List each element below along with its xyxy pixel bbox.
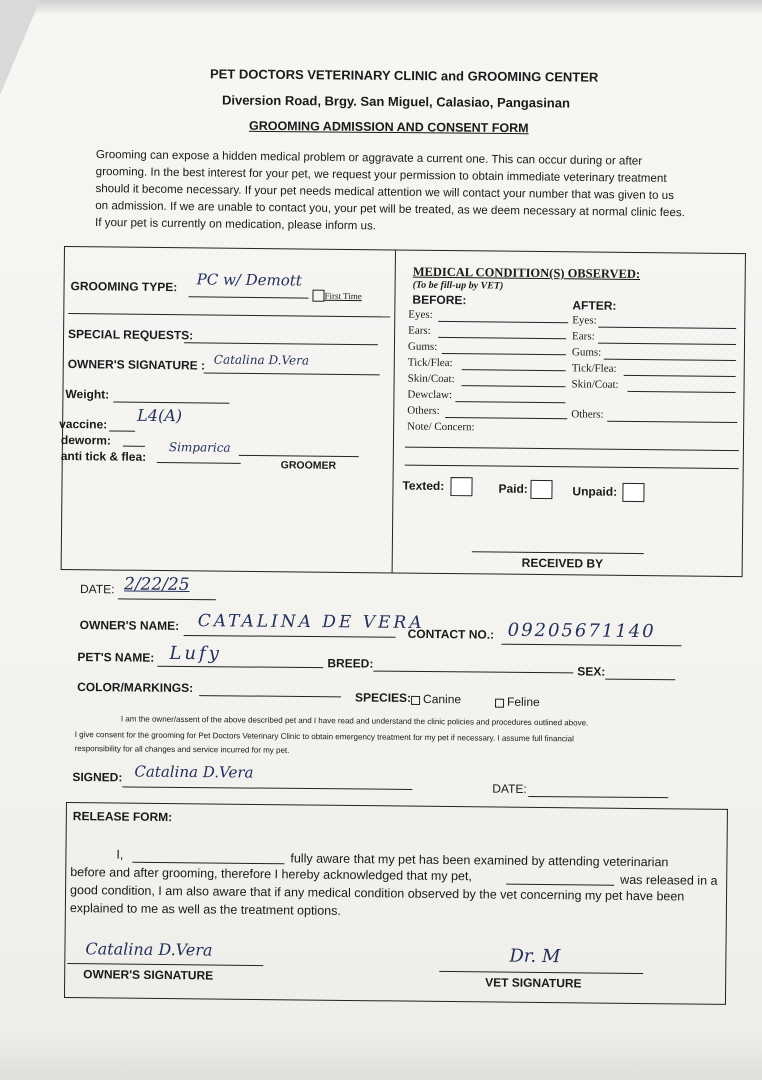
vaccine-value: L4(A) (137, 405, 183, 426)
pet-name-field[interactable] (157, 666, 323, 668)
after-skincoat-label: Skin/Coat: (571, 378, 619, 391)
date-value: 2/22/25 (123, 574, 190, 595)
sex-label: SEX: (577, 664, 606, 679)
before-eyes-label: Eyes: (408, 308, 433, 321)
grooming-type-value: PC w/ Demott (196, 270, 302, 290)
species-label: SPECIES: (355, 690, 412, 705)
grooming-type-label: GROOMING TYPE: (70, 279, 178, 295)
owner-signature-value: Catalina D.Vera (213, 352, 310, 368)
before-dewclaw-label: Dewclaw: (407, 388, 453, 402)
release-title: RELEASE FORM: (72, 809, 173, 825)
after-others-label: Others: (571, 408, 604, 421)
release-section (64, 802, 728, 1005)
owner-name-label: OWNER'S NAME: (79, 618, 180, 633)
paid-label: Paid: (498, 481, 528, 496)
medical-subtitle: (To be fill-up by VET) (412, 279, 504, 292)
release-line1: fully aware that my pet has been examined by attending veterinarian (290, 851, 669, 870)
signed-date-field[interactable] (528, 796, 668, 798)
texted-label: Texted: (402, 478, 445, 493)
pet-name-value: Lufy (169, 642, 222, 665)
deworm-label: deworm: (60, 432, 112, 448)
release-line2b: was released in a (620, 872, 718, 888)
feline-label: Feline (506, 694, 540, 710)
breed-label: BREED: (327, 656, 374, 671)
after-ears-label: Ears: (572, 330, 595, 343)
form-title: GROOMING ADMISSION AND CONSENT FORM (248, 118, 529, 136)
note-concern-label: Note/ Concern: (407, 420, 475, 434)
signed-date-label: DATE: (492, 781, 527, 796)
signed-field[interactable] (122, 786, 412, 790)
antitick-label: anti tick & flea: (60, 448, 147, 464)
received-by-label: RECEIVED BY (521, 555, 604, 571)
release-i: I, (116, 847, 124, 862)
unpaid-label: Unpaid: (572, 484, 618, 499)
intro-line: If your pet is currently on medication, please inform us. (94, 215, 377, 233)
canine-checkbox[interactable] (411, 696, 420, 705)
clinic-name: PET DOCTORS VETERINARY CLINIC and GROOMING CENTER (209, 66, 599, 85)
before-label: BEFORE: (412, 292, 467, 308)
owner-name-value: CATALINA DE VERA (197, 611, 425, 634)
release-line4: explained to me as well as the treatment options. (69, 901, 341, 918)
release-owner-signature: Catalina D.Vera (85, 939, 213, 960)
vet-signature-caption: VET SIGNATURE (485, 975, 582, 991)
before-tickflea-label: Tick/Flea: (407, 356, 453, 370)
breed-field[interactable] (373, 671, 573, 674)
clinic-address: Diversion Road, Brgy. San Miguel, Calasiao, Pangasinan (221, 92, 571, 111)
vet-signature: Dr. M (509, 945, 561, 968)
owner-name-field[interactable] (184, 635, 396, 638)
before-others-label: Others: (407, 404, 440, 417)
release-pet-field[interactable] (506, 884, 614, 886)
release-owner-field[interactable] (132, 862, 284, 865)
contact-value: 09205671140 (507, 619, 656, 643)
medical-title: MEDICAL CONDITION(S) OBSERVED: (412, 264, 641, 282)
intro-line: grooming. In the best interest for your pet, we request your permission to obtain immediate veterinary treatment (95, 164, 667, 185)
consent-line: I am the owner/assent of the above described pet and I have read and understand the clinic policies and procedures outlined above. (120, 714, 589, 728)
before-skincoat-label: Skin/Coat: (407, 372, 455, 386)
sex-field[interactable] (605, 679, 675, 681)
groomer-label: GROOMER (280, 459, 337, 472)
after-label: AFTER: (572, 298, 617, 313)
release-line2: before and after grooming, therefore I hereby acknowledged that my pet, (70, 865, 472, 884)
consent-line: I give consent for the grooming for Pet Doctors Veterinary Clinic to obtain emergency treatment for my pet if necessary. I assume full financial (74, 729, 574, 744)
vet-signature-line[interactable] (439, 971, 643, 974)
weight-label: Weight: (65, 387, 110, 402)
after-eyes-label: Eyes: (572, 314, 597, 327)
intro-line: on admission. If we are unable to contact you, your pet will be treated, as we deem necessary at normal clinic fees. (95, 198, 685, 220)
after-gums-label: Gums: (571, 346, 602, 359)
canine-label: Canine (423, 692, 462, 707)
date-label: DATE: (79, 582, 115, 597)
contact-field[interactable] (502, 644, 682, 647)
contact-label: CONTACT NO.: (407, 626, 495, 642)
before-ears-label: Ears: (408, 324, 431, 337)
antitick-value: Simparica (168, 440, 231, 455)
before-gums-label: Gums: (407, 340, 438, 353)
intro-line: should it become necessary. If your pet needs medical attention we will contact your number that was given to us (95, 181, 675, 203)
color-field[interactable] (199, 695, 341, 697)
consent-line: responsibility for all changes and service incurred for my pet. (74, 743, 290, 755)
color-label: COLOR/MARKINGS: (77, 680, 194, 696)
owner-signature-line[interactable] (67, 963, 263, 966)
after-tickflea-label: Tick/Flea: (571, 362, 617, 375)
feline-checkbox[interactable] (495, 699, 504, 708)
first-time-label: First Time (324, 290, 362, 302)
signed-value: Catalina D.Vera (134, 762, 254, 782)
date-field[interactable] (118, 598, 216, 600)
owner-signature-caption: OWNER'S SIGNATURE (83, 967, 214, 983)
special-requests-label: SPECIAL REQUESTS: (68, 327, 194, 343)
owner-signature-label: OWNER'S SIGNATURE : (67, 357, 206, 373)
vaccine-label: vaccine: (59, 416, 108, 432)
release-line3: good condition, I am also aware that if any medical condition observed by the vet concerning my pet have been (70, 883, 685, 904)
signed-label: SIGNED: (72, 769, 123, 785)
intro-line: Grooming can expose a hidden medical problem or aggravate a current one. This can occur during or after (95, 147, 643, 168)
pet-name-label: PET'S NAME: (77, 650, 155, 665)
